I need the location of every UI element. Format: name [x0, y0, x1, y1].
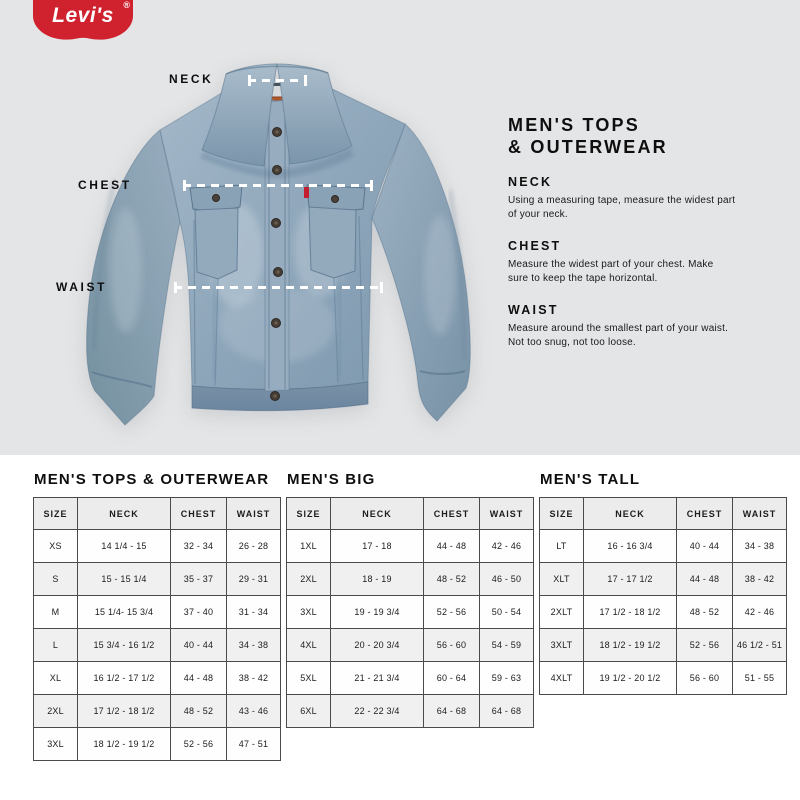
registered-trademark-icon: ®	[123, 0, 130, 10]
table-cell: 2XL	[34, 695, 78, 728]
table-cell: 34 - 38	[227, 629, 281, 662]
table-cell: 44 - 48	[424, 530, 480, 563]
table-row	[34, 695, 281, 728]
table-cell: 4XLT	[540, 662, 584, 695]
column-header: NECK	[78, 498, 171, 530]
guide-section-chest	[508, 239, 743, 286]
table-row	[540, 596, 787, 629]
size-charts-section	[0, 455, 800, 800]
table-cell: XS	[34, 530, 78, 563]
table-row	[34, 728, 281, 761]
table-row	[287, 695, 534, 728]
table-cell: 38 - 42	[733, 563, 787, 596]
table-cell: 60 - 64	[424, 662, 480, 695]
guide-section-desc: Measure around the smallest part of your waist. Not too snug, not too loose.	[508, 323, 729, 348]
table-cell: 43 - 46	[227, 695, 281, 728]
size-table	[286, 497, 534, 728]
table-cell: 35 - 37	[171, 563, 227, 596]
table-title: MEN'S BIG	[287, 471, 376, 488]
guide-title: MEN'S TOPS & OUTERWEAR	[508, 115, 668, 157]
guide-section-neck	[508, 175, 743, 222]
table-cell: 5XL	[287, 662, 331, 695]
column-header: CHEST	[677, 498, 733, 530]
measuring-guide-panel	[508, 114, 743, 350]
table-header-row	[287, 498, 534, 530]
guide-section-title: NECK	[508, 175, 553, 189]
table-row	[540, 530, 787, 563]
neck-label: NECK	[169, 72, 214, 86]
table-cell: 51 - 55	[733, 662, 787, 695]
table-cell: 34 - 38	[733, 530, 787, 563]
table-mens-big	[286, 471, 534, 728]
table-cell: 18 - 19	[331, 563, 424, 596]
table-cell: 37 - 40	[171, 596, 227, 629]
red-tab-icon	[304, 187, 309, 198]
table-cell: 52 - 56	[171, 728, 227, 761]
table-row	[287, 530, 534, 563]
table-cell: 14 1/4 - 15	[78, 530, 171, 563]
table-cell: XL	[34, 662, 78, 695]
chest-label: CHEST	[78, 178, 132, 192]
column-header: SIZE	[540, 498, 584, 530]
table-cell: 16 - 16 3/4	[584, 530, 677, 563]
guide-section-desc: Measure the widest part of your chest. Make sure to keep the tape horizontal.	[508, 259, 714, 284]
table-cell: 38 - 42	[227, 662, 281, 695]
table-cell: 17 1/2 - 18 1/2	[584, 596, 677, 629]
table-cell: 40 - 44	[677, 530, 733, 563]
table-cell: 40 - 44	[171, 629, 227, 662]
table-cell: 26 - 28	[227, 530, 281, 563]
table-cell: 46 - 50	[480, 563, 534, 596]
table-cell: 29 - 31	[227, 563, 281, 596]
table-row	[540, 662, 787, 695]
table-cell: 22 - 22 3/4	[331, 695, 424, 728]
table-cell: 56 - 60	[677, 662, 733, 695]
waist-label: WAIST	[56, 280, 107, 294]
table-cell: 2XLT	[540, 596, 584, 629]
table-cell: 3XL	[34, 728, 78, 761]
table-title: MEN'S TOPS & OUTERWEAR	[34, 471, 270, 488]
column-header: NECK	[331, 498, 424, 530]
table-cell: 17 1/2 - 18 1/2	[78, 695, 171, 728]
table-cell: 18 1/2 - 19 1/2	[78, 728, 171, 761]
size-table	[539, 497, 787, 695]
guide-section-waist	[508, 303, 743, 350]
table-cell: 47 - 51	[227, 728, 281, 761]
table-cell: 2XL	[287, 563, 331, 596]
levis-wordmark: Levi's	[52, 4, 114, 27]
table-row	[34, 530, 281, 563]
table-row	[287, 563, 534, 596]
table-row	[287, 662, 534, 695]
table-title: MEN'S TALL	[540, 471, 641, 488]
table-cell: 48 - 52	[677, 596, 733, 629]
chest-measure-line	[183, 184, 373, 187]
table-cell: 19 1/2 - 20 1/2	[584, 662, 677, 695]
table-cell: 64 - 68	[424, 695, 480, 728]
table-cell: 48 - 52	[424, 563, 480, 596]
table-cell: 3XLT	[540, 629, 584, 662]
size-table	[33, 497, 281, 761]
table-row	[34, 629, 281, 662]
table-cell: 16 1/2 - 17 1/2	[78, 662, 171, 695]
table-cell: 48 - 52	[171, 695, 227, 728]
table-cell: 20 - 20 3/4	[331, 629, 424, 662]
table-cell: LT	[540, 530, 584, 563]
table-mens-tall	[539, 471, 787, 695]
table-cell: 52 - 56	[424, 596, 480, 629]
table-cell: 42 - 46	[480, 530, 534, 563]
table-cell: 18 1/2 - 19 1/2	[584, 629, 677, 662]
table-cell: 15 1/4- 15 3/4	[78, 596, 171, 629]
table-row	[287, 596, 534, 629]
column-header: NECK	[584, 498, 677, 530]
table-row	[34, 662, 281, 695]
table-cell: 44 - 48	[677, 563, 733, 596]
guide-section-title: CHEST	[508, 239, 562, 253]
table-cell: 56 - 60	[424, 629, 480, 662]
column-header: CHEST	[171, 498, 227, 530]
table-cell: 46 1/2 - 51	[733, 629, 787, 662]
column-header: WAIST	[480, 498, 534, 530]
column-header: SIZE	[287, 498, 331, 530]
table-cell: 19 - 19 3/4	[331, 596, 424, 629]
table-cell: XLT	[540, 563, 584, 596]
table-cell: 44 - 48	[171, 662, 227, 695]
table-row	[34, 596, 281, 629]
column-header: WAIST	[227, 498, 281, 530]
table-row	[540, 563, 787, 596]
column-header: CHEST	[424, 498, 480, 530]
guide-section-title: WAIST	[508, 303, 559, 317]
table-cell: L	[34, 629, 78, 662]
table-cell: 59 - 63	[480, 662, 534, 695]
column-header: SIZE	[34, 498, 78, 530]
table-tops-outerwear	[33, 471, 281, 761]
denim-jacket-image	[68, 60, 492, 452]
table-cell: 6XL	[287, 695, 331, 728]
table-row	[34, 563, 281, 596]
waist-measure-line	[174, 286, 383, 289]
table-cell: 15 - 15 1/4	[78, 563, 171, 596]
table-row	[540, 629, 787, 662]
table-row	[287, 629, 534, 662]
column-header: WAIST	[733, 498, 787, 530]
table-cell: 15 3/4 - 16 1/2	[78, 629, 171, 662]
table-cell: 52 - 56	[677, 629, 733, 662]
table-cell: 42 - 46	[733, 596, 787, 629]
table-header-row	[34, 498, 281, 530]
guide-section-desc: Using a measuring tape, measure the widest part of your neck.	[508, 195, 736, 220]
table-cell: 17 - 18	[331, 530, 424, 563]
table-cell: 17 - 17 1/2	[584, 563, 677, 596]
neck-measure-line	[248, 79, 307, 82]
table-cell: 50 - 54	[480, 596, 534, 629]
table-cell: M	[34, 596, 78, 629]
table-cell: 64 - 68	[480, 695, 534, 728]
table-cell: S	[34, 563, 78, 596]
table-cell: 31 - 34	[227, 596, 281, 629]
table-cell: 1XL	[287, 530, 331, 563]
table-cell: 4XL	[287, 629, 331, 662]
table-cell: 3XL	[287, 596, 331, 629]
table-cell: 32 - 34	[171, 530, 227, 563]
table-header-row	[540, 498, 787, 530]
levis-batwing-logo	[33, 0, 133, 50]
table-cell: 54 - 59	[480, 629, 534, 662]
table-cell: 21 - 21 3/4	[331, 662, 424, 695]
